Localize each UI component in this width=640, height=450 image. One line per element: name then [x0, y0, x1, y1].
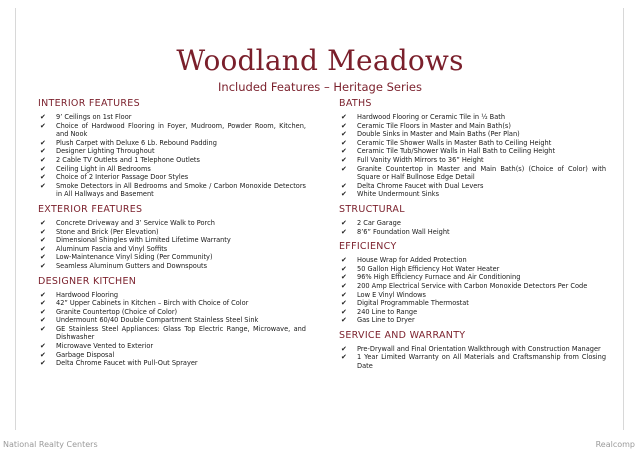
- feature-list: [339, 345, 606, 371]
- feature-item: [38, 156, 306, 165]
- checkmark-icon: ✔: [341, 353, 347, 362]
- feature-item: [339, 291, 606, 300]
- feature-text: Plush Carpet with Deluxe 6 Lb. Rebound Padding: [56, 138, 217, 147]
- checkmark-icon: ✔: [40, 359, 46, 368]
- page-subtitle: Included Features – Heritage Series: [218, 80, 422, 94]
- feature-text: Double Sinks in Master and Main Baths (Per Plan): [357, 130, 520, 139]
- feature-item: [339, 308, 606, 317]
- feature-text: Full Vanity Width Mirrors to 36” Height: [357, 155, 484, 164]
- feature-item: [38, 351, 306, 360]
- checkmark-icon: ✔: [40, 350, 46, 359]
- section-heading: EXTERIOR FEATURES: [38, 203, 143, 215]
- feature-text: Undermount 60/40 Double Compartment Stainless Steel Sink: [56, 316, 259, 325]
- feature-item: [339, 316, 606, 325]
- checkmark-icon: ✔: [341, 344, 347, 353]
- feature-item: [38, 253, 306, 262]
- feature-text: Hardwood Flooring or Ceramic Tile in ½ Bath: [357, 113, 506, 121]
- feature-list: [38, 291, 306, 368]
- feature-text: Delta Chrome Faucet with Dual Levers: [357, 181, 484, 190]
- checkmark-icon: ✔: [40, 316, 46, 325]
- checkmark-icon: ✔: [40, 244, 46, 253]
- feature-text: 200 Amp Electrical Service with Carbon Monoxide Detectors Per Code: [357, 281, 588, 290]
- checkmark-icon: ✔: [40, 113, 46, 121]
- feature-item: [339, 113, 606, 122]
- checkmark-icon: ✔: [341, 190, 347, 199]
- feature-item: [38, 139, 306, 148]
- section-efficiency: [339, 240, 606, 325]
- checkmark-icon: ✔: [40, 236, 46, 245]
- feature-item: [38, 359, 306, 368]
- feature-item: [38, 173, 306, 182]
- section-exterior-features: [38, 203, 306, 271]
- section-interior-features: [38, 97, 306, 199]
- feature-item: [339, 228, 606, 237]
- feature-item: [339, 165, 606, 182]
- checkmark-icon: ✔: [40, 173, 46, 182]
- feature-text: Choice of 2 Interior Passage Door Styles: [56, 173, 189, 182]
- feature-item: [38, 316, 306, 325]
- feature-item: [339, 299, 606, 308]
- feature-text: Gas Line to Dryer: [357, 316, 415, 325]
- feature-item: [339, 122, 606, 131]
- feature-item: [38, 342, 306, 351]
- feature-item: [339, 345, 606, 354]
- feature-text: Ceramic Tile Tub/Shower Walls in Hall Bath to Ceiling Height: [357, 147, 556, 156]
- feature-text: 50 Gallon High Efficiency Hot Water Heater: [357, 264, 500, 273]
- checkmark-icon: ✔: [40, 218, 46, 227]
- feature-text: Ceiling Light in All Bedrooms: [56, 164, 151, 173]
- feature-text: Digital Programmable Thermostat: [357, 299, 469, 308]
- feature-text: Low-Maintenance Vinyl Siding (Per Community): [56, 253, 213, 262]
- checkmark-icon: ✔: [40, 121, 46, 130]
- section-heading: INTERIOR FEATURES: [38, 98, 140, 109]
- feature-text: Microwave Vented to Exterior: [56, 342, 154, 351]
- feature-text: Delta Chrome Faucet with Pull-Out Sprayer: [56, 359, 198, 368]
- feature-text: 8’6” Foundation Wall Height: [357, 227, 450, 236]
- feature-text: 9’ Ceilings on 1st Floor: [56, 113, 132, 121]
- section-heading: SERVICE AND WARRANTY: [339, 329, 466, 341]
- feature-text: 240 Line to Range: [357, 307, 418, 316]
- checkmark-icon: ✔: [40, 290, 46, 299]
- feature-text: House Wrap for Added Protection: [357, 256, 467, 265]
- checkmark-icon: ✔: [40, 138, 46, 147]
- feature-item: [38, 113, 306, 122]
- feature-text: Stone and Brick (Per Elevation): [56, 227, 159, 236]
- feature-text: Low E Vinyl Windows: [357, 290, 426, 299]
- feature-item: [38, 299, 306, 308]
- footer-brokerage: National Realty Centers: [3, 440, 98, 449]
- feature-text: Seamless Aluminum Gutters and Downspouts: [56, 261, 208, 270]
- feature-item: [339, 256, 606, 265]
- feature-item: [339, 139, 606, 148]
- feature-item: [339, 273, 606, 282]
- feature-text: Hardwood Flooring: [56, 290, 119, 299]
- checkmark-icon: ✔: [341, 273, 347, 282]
- checkmark-icon: ✔: [341, 113, 347, 121]
- checkmark-icon: ✔: [341, 218, 347, 227]
- feature-item: [38, 262, 306, 271]
- feature-item: [38, 147, 306, 156]
- feature-item: [339, 182, 606, 191]
- checkmark-icon: ✔: [341, 164, 347, 173]
- checkmark-icon: ✔: [40, 324, 46, 333]
- feature-item: [339, 219, 606, 228]
- checkmark-icon: ✔: [40, 155, 46, 164]
- section-baths: [339, 97, 606, 199]
- page-title: Woodland Meadows: [176, 44, 464, 77]
- feature-item: [339, 190, 606, 199]
- feature-text: Concrete Driveway and 3’ Service Walk to Porch: [56, 218, 215, 227]
- feature-item: [38, 245, 306, 254]
- checkmark-icon: ✔: [341, 299, 347, 308]
- right-column: [339, 97, 606, 375]
- checkmark-icon: ✔: [341, 227, 347, 236]
- feature-list: [38, 113, 306, 199]
- checkmark-icon: ✔: [341, 138, 347, 147]
- feature-text: Designer Lighting Throughout: [56, 147, 155, 156]
- feature-item: [339, 282, 606, 291]
- feature-item: [339, 353, 606, 370]
- checkmark-icon: ✔: [40, 261, 46, 270]
- checkmark-icon: ✔: [341, 316, 347, 325]
- checkmark-icon: ✔: [40, 299, 46, 308]
- checkmark-icon: ✔: [40, 164, 46, 173]
- feature-list: [38, 219, 306, 271]
- feature-item: [38, 236, 306, 245]
- section-heading: BATHS: [339, 98, 372, 109]
- feature-list: [339, 113, 606, 199]
- feature-text: Choice of Hardwood Flooring in Foyer, Mudroom, Powder Room, Kitchen, and Nook: [56, 121, 306, 139]
- feature-item: [339, 156, 606, 165]
- feature-text: Pre-Drywall and Final Orientation Walkthrough with Construction Manager: [357, 344, 601, 353]
- feature-text: Ceramic Tile Shower Walls in Master Bath to Ceiling Height: [357, 138, 552, 147]
- feature-list: [339, 219, 606, 236]
- left-column: [38, 97, 306, 372]
- feature-text: White Undermount Sinks: [357, 190, 440, 199]
- checkmark-icon: ✔: [341, 147, 347, 156]
- feature-item: [339, 147, 606, 156]
- section-heading: EFFICIENCY: [339, 241, 397, 253]
- checkmark-icon: ✔: [40, 342, 46, 351]
- checkmark-icon: ✔: [341, 281, 347, 290]
- feature-text: 96% High Efficiency Furnace and Air Conditioning: [357, 273, 521, 282]
- feature-text: 42” Upper Cabinets in Kitchen – Birch with Choice of Color: [56, 299, 249, 308]
- feature-text: 1 Year Limited Warranty on All Materials and Craftsmanship from Closing Date: [357, 353, 606, 371]
- section-designer-kitchen: [38, 275, 306, 368]
- feature-item: [38, 228, 306, 237]
- feature-text: Dimensional Shingles with Limited Lifetime Warranty: [56, 236, 231, 245]
- feature-text: Ceramic Tile Floors in Master and Main Bath(s): [357, 121, 511, 130]
- checkmark-icon: ✔: [40, 253, 46, 262]
- footer-mls: Realcomp: [595, 440, 635, 449]
- feature-item: [38, 291, 306, 300]
- checkmark-icon: ✔: [341, 121, 347, 130]
- feature-text: Granite Countertop (Choice of Color): [56, 307, 178, 316]
- feature-item: [38, 165, 306, 174]
- checkmark-icon: ✔: [341, 264, 347, 273]
- feature-item: [38, 325, 306, 342]
- checkmark-icon: ✔: [341, 307, 347, 316]
- checkmark-icon: ✔: [341, 181, 347, 190]
- feature-text: GE Stainless Steel Appliances: Glass Top Electric Range, Microwave, and Dishwasher: [56, 324, 306, 342]
- feature-item: [38, 219, 306, 228]
- feature-text: Garbage Disposal: [56, 350, 115, 359]
- checkmark-icon: ✔: [341, 256, 347, 265]
- feature-text: Smoke Detectors in All Bedrooms and Smoke / Carbon Monoxide Detectors in All Hallways and Basement: [56, 181, 306, 199]
- checkmark-icon: ✔: [341, 155, 347, 164]
- feature-text: Aluminum Fascia and Vinyl Soffits: [56, 244, 168, 253]
- feature-item: [339, 265, 606, 274]
- checkmark-icon: ✔: [40, 307, 46, 316]
- section-structural: [339, 203, 606, 236]
- section-service-and-warranty: [339, 329, 606, 371]
- feature-item: [339, 130, 606, 139]
- feature-list: [339, 256, 606, 325]
- checkmark-icon: ✔: [40, 227, 46, 236]
- section-heading: STRUCTURAL: [339, 203, 405, 215]
- feature-text: 2 Car Garage: [357, 218, 401, 227]
- feature-item: [38, 182, 306, 199]
- feature-text: Granite Countertop in Master and Main Bath(s) (Choice of Color) with Square or Half Bullnose Edge Detail: [357, 164, 606, 182]
- checkmark-icon: ✔: [341, 130, 347, 139]
- checkmark-icon: ✔: [40, 147, 46, 156]
- checkmark-icon: ✔: [341, 290, 347, 299]
- feature-item: [38, 122, 306, 139]
- feature-item: [38, 308, 306, 317]
- checkmark-icon: ✔: [40, 181, 46, 190]
- section-heading: DESIGNER KITCHEN: [38, 275, 137, 287]
- feature-text: 2 Cable TV Outlets and 1 Telephone Outlets: [56, 155, 200, 164]
